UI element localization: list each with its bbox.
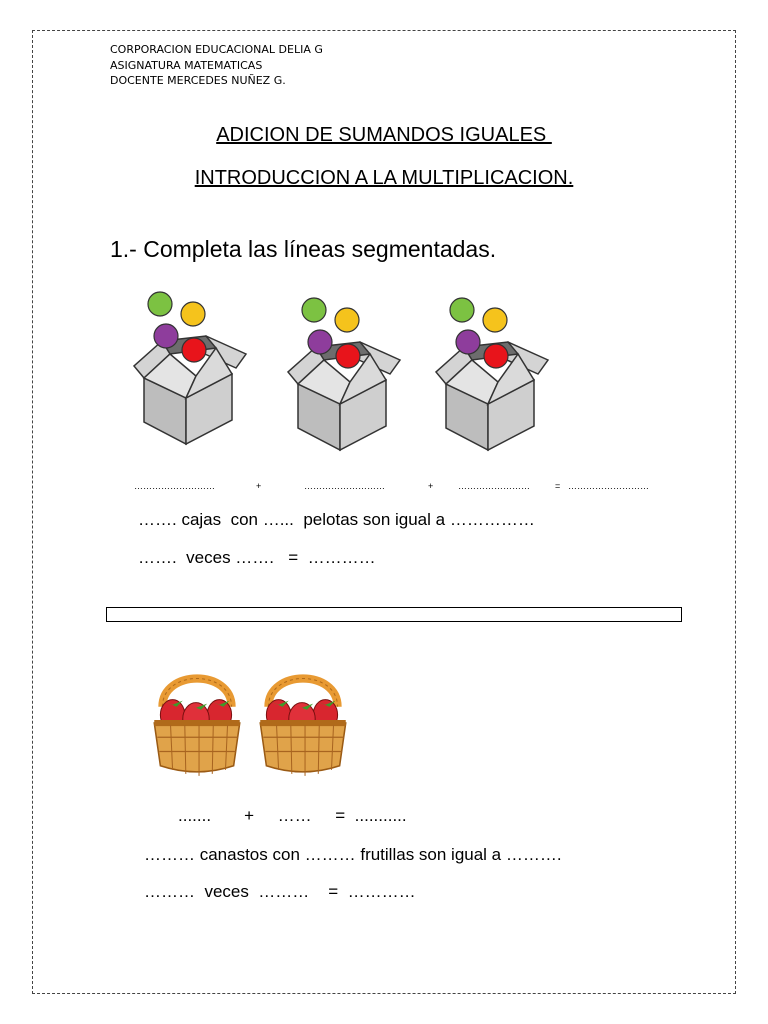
school-header [110, 42, 323, 89]
equals-sign: = [555, 481, 561, 491]
page-title: ADICION DE SUMANDOS IGUALES [216, 124, 552, 146]
plus-sign-1: + [256, 481, 262, 491]
strawberry-basket-2 [256, 664, 350, 780]
box-with-balls-3 [426, 292, 556, 457]
exercise-prompt: 1.- Completa las líneas segmentadas. [110, 236, 497, 262]
exercise1-sentence-2: ……. veces ……. = ………… [138, 548, 376, 567]
plus-sign-2: + [428, 481, 434, 491]
addition-blank-1: ……………………… [134, 481, 215, 491]
header-school: CORPORACION EDUCACIONAL DELIA G [110, 43, 323, 56]
exercise2-sentence-1: ……… canastos con ……… frutillas son igual a ………. [144, 845, 562, 864]
exercise2-addition: ....... + …… = ........... [178, 806, 407, 825]
box-with-balls-2 [278, 292, 408, 457]
addition-result-blank: ……………………… [568, 481, 649, 491]
exercise2-sentence-2: ……… veces ……… = ………… [144, 882, 416, 901]
strawberry-basket-1 [150, 664, 244, 780]
exercise1-sentence-1: ……. cajas con …... pelotas son igual a …………… [138, 510, 535, 529]
header-teacher: DOCENTE MERCEDES NUÑEZ G. [110, 74, 286, 87]
page-subtitle: INTRODUCCION A LA MULTIPLICACION. [194, 167, 574, 189]
section-divider [106, 607, 682, 622]
addition-blank-3: …………………… [458, 481, 530, 491]
addition-blank-2: ……………………… [304, 481, 385, 491]
header-subject: ASIGNATURA MATEMATICAS [110, 58, 263, 72]
box-with-balls-1 [124, 286, 254, 451]
